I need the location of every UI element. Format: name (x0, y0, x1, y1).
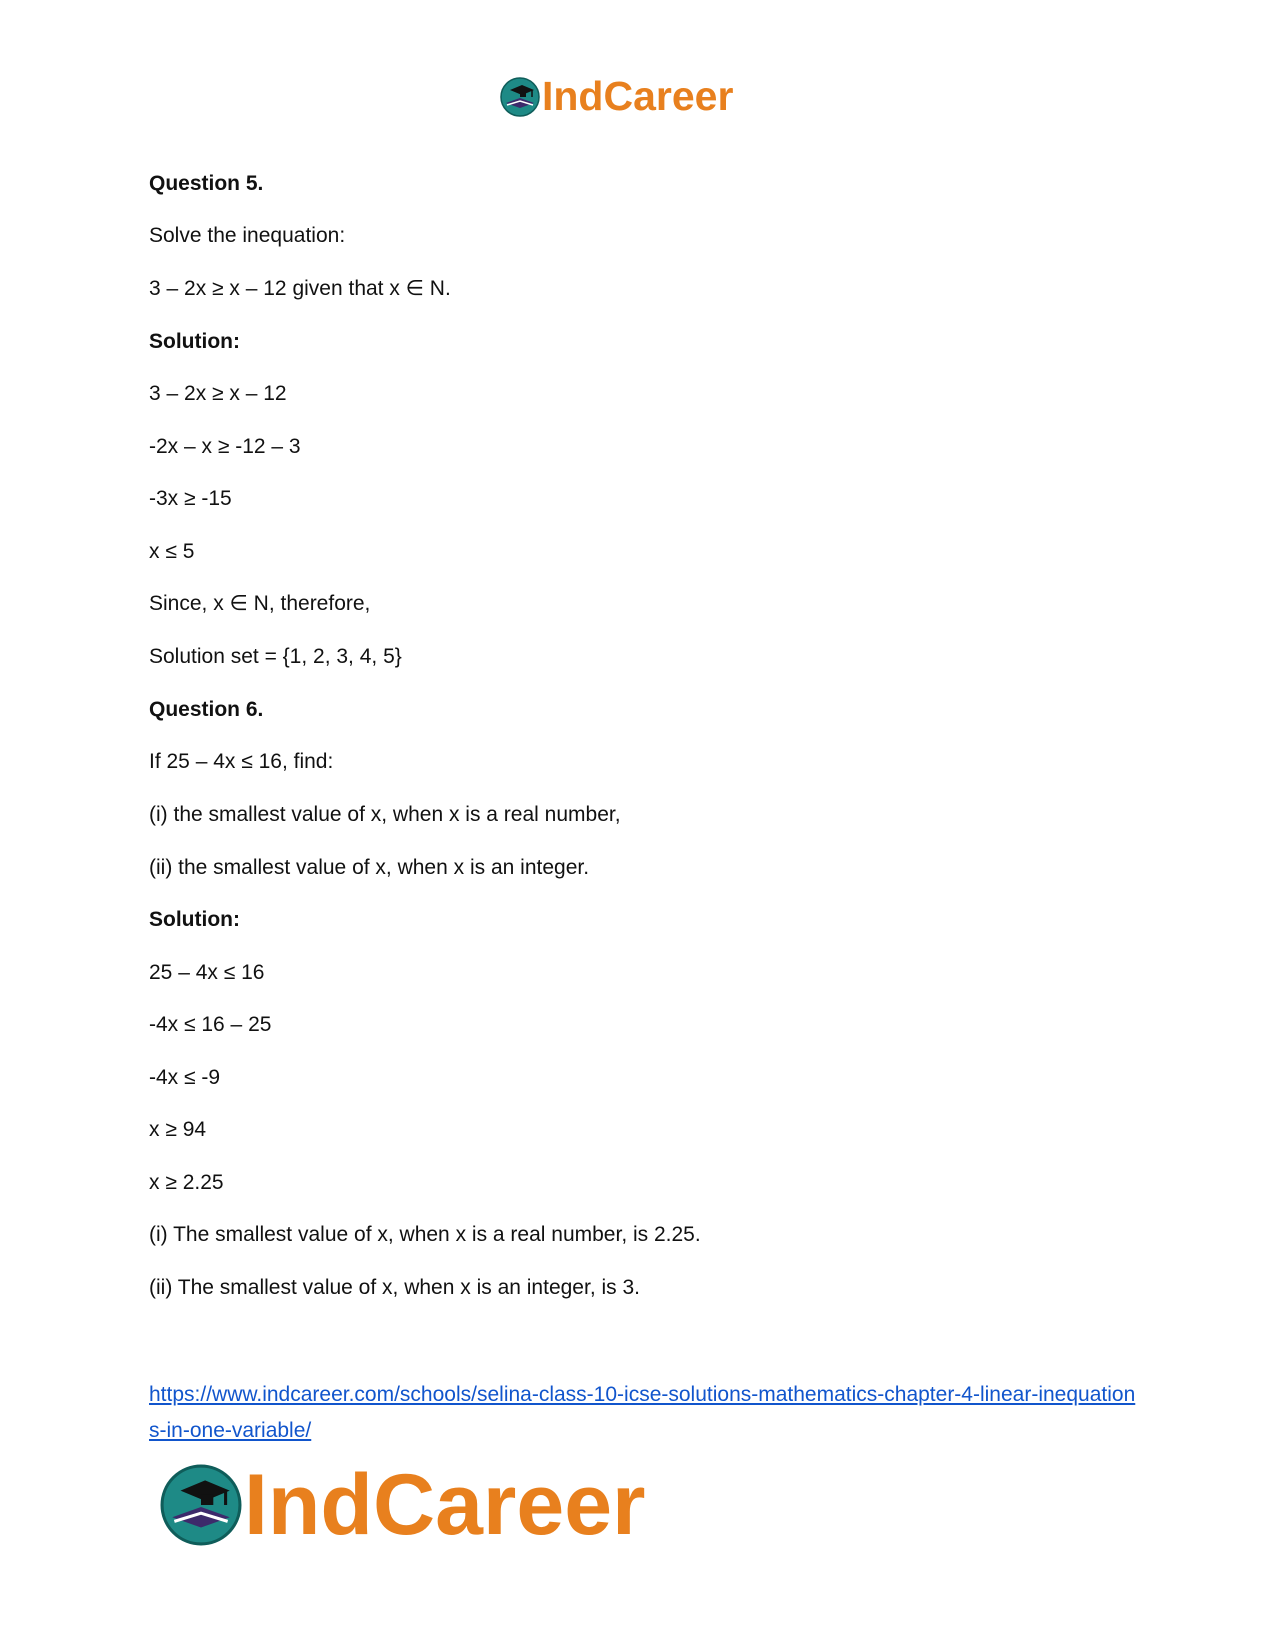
question-6-title: Question 6. (149, 698, 264, 721)
question-5-statement: 3 – 2x ≥ x – 12 given that x ∈ N. (149, 277, 451, 300)
question-6-answer-i: (i) The smallest value of x, when x is a real number, is 2.25. (149, 1223, 701, 1246)
source-link[interactable]: https://www.indcareer.com/schools/selina-class-10-icse-solutions-mathematics-chapter-4-linear-inequations-in-one-variable/ (149, 1383, 1136, 1442)
globe-book-icon (500, 77, 540, 117)
question-5-title: Question 5. (149, 172, 264, 195)
question-5-solution-label: Solution: (149, 330, 240, 353)
header-logo (500, 73, 734, 119)
brand-wordmark: IndCareer (244, 1457, 646, 1553)
question-6-step: -4x ≤ -9 (149, 1066, 221, 1089)
globe-book-icon (160, 1464, 242, 1546)
question-5-step: -2x – x ≥ -12 – 3 (149, 435, 301, 458)
question-6-step: x ≥ 2.25 (149, 1171, 224, 1194)
question-6-step: -4x ≤ 16 – 25 (149, 1013, 272, 1036)
question-5-step: 3 – 2x ≥ x – 12 (149, 382, 287, 405)
footer-logo (160, 1457, 646, 1553)
question-6-answer-ii: (ii) The smallest value of x, when x is an integer, is 3. (149, 1276, 640, 1299)
brand-wordmark: IndCareer (542, 73, 734, 119)
question-6-step: 25 – 4x ≤ 16 (149, 961, 265, 984)
question-6-step: x ≥ 94 (149, 1118, 207, 1141)
question-6-prompt: If 25 – 4x ≤ 16, find: (149, 750, 334, 773)
question-6-part-ii: (ii) the smallest value of x, when x is an integer. (149, 856, 590, 879)
question-5-step: x ≤ 5 (149, 540, 195, 563)
question-5-step: Since, x ∈ N, therefore, (149, 592, 371, 615)
question-5-solution-set: Solution set = {1, 2, 3, 4, 5} (149, 645, 402, 668)
question-5-step: -3x ≥ -15 (149, 487, 232, 510)
question-6-solution-label: Solution: (149, 908, 240, 931)
question-5-prompt: Solve the inequation: (149, 224, 346, 247)
question-6-part-i: (i) the smallest value of x, when x is a real number, (149, 803, 621, 826)
